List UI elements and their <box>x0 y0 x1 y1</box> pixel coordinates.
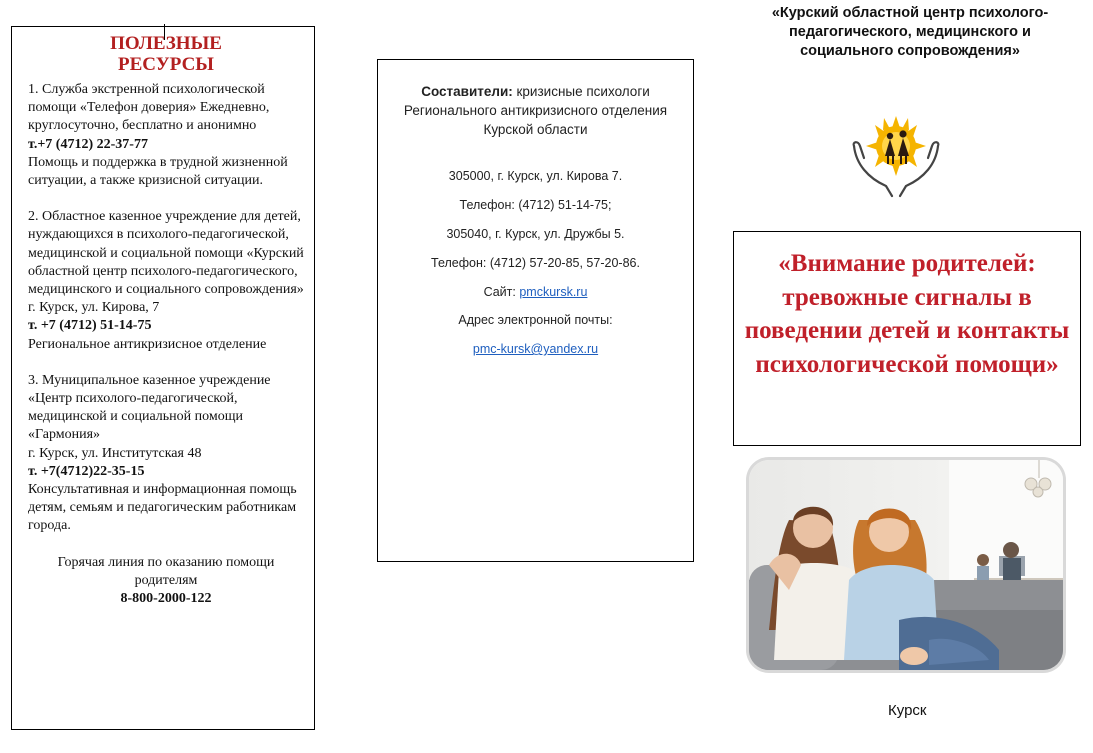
resources-title: ПОЛЕЗНЫЕ РЕСУРСЫ <box>110 33 222 75</box>
resource-1-phone: т.+7 (4712) 22-37-77 <box>28 136 148 152</box>
phone-1: Телефон: (4712) 51-14-75; <box>459 198 612 212</box>
resource-3-phone: т. +7(4712)22-35-15 <box>28 463 145 479</box>
city-label: Курск <box>888 702 927 719</box>
email-line <box>378 342 693 356</box>
email-label: Адрес электронной почты: <box>458 313 613 327</box>
hotline-phone: 8-800-2000-122 <box>120 591 212 607</box>
resource-item-2: 2. Областное казенное учреждение для детей, нуждающихся в психолого-педагогической, медицинской и социальной помощи «Курский областной центр психолого-педагогического, медицинского и социального сопровождения» г. Курск, ул. Кирова, 7 т. +7 (4712) 51-14-75 Региональное антикризисное отделение <box>28 209 304 352</box>
site-line: Сайт: pmckursk.ru <box>483 285 588 299</box>
resource-item-3: 3. Муниципальное казенное учреждение «Центр психолого-педагогической, медицинской и социальной помощи «Гармония» г. Курск, ул. Институтская 48 т. +7(4712)22-35-15 Консультативная и информационная помощь детям, семьям и педагогическим работникам города. <box>28 372 297 534</box>
contacts-panel <box>377 59 694 562</box>
resource-item-1: 1. Служба экстренной психологической помощи «Телефон доверия» Ежедневно, круглосуточно, бесплатно и анонимно т.+7 (4712) 22-37-77 Помощь и поддержка в трудной жизненной ситуации, а также кризисной ситуации. <box>28 82 288 189</box>
resource-2-phone: т. +7 (4712) 51-14-75 <box>28 318 152 334</box>
hotline: Горячая линия по оказанию помощи родителям 8-800-2000-122 <box>57 554 275 607</box>
site-link[interactable]: pmckursk.ru <box>519 285 588 299</box>
phone-2: Телефон: (4712) 57-20-85, 57-20-86. <box>431 256 640 270</box>
authors: Составители: кризисные психологи Регионального антикризисного отделения Курской области <box>403 84 668 137</box>
address-1: 305000, г. Курск, ул. Кирова 7. <box>448 169 623 183</box>
photo-illustration <box>749 460 1063 670</box>
resources-panel <box>11 26 315 730</box>
mother-daughter-photo <box>749 460 1063 670</box>
sun-hands-logo-icon <box>848 112 944 198</box>
org-name: «Курский областной центр психолого-педагогического, медицинского и социального сопровождения» <box>771 5 1049 59</box>
email-link[interactable]: pmc-kursk@yandex.ru <box>472 342 599 356</box>
brochure-headline: «Внимание родителей: тревожные сигналы в поведении детей и контакты психологической помощи» <box>733 231 1081 446</box>
address-2: 305040, г. Курск, ул. Дружбы 5. <box>446 227 625 241</box>
